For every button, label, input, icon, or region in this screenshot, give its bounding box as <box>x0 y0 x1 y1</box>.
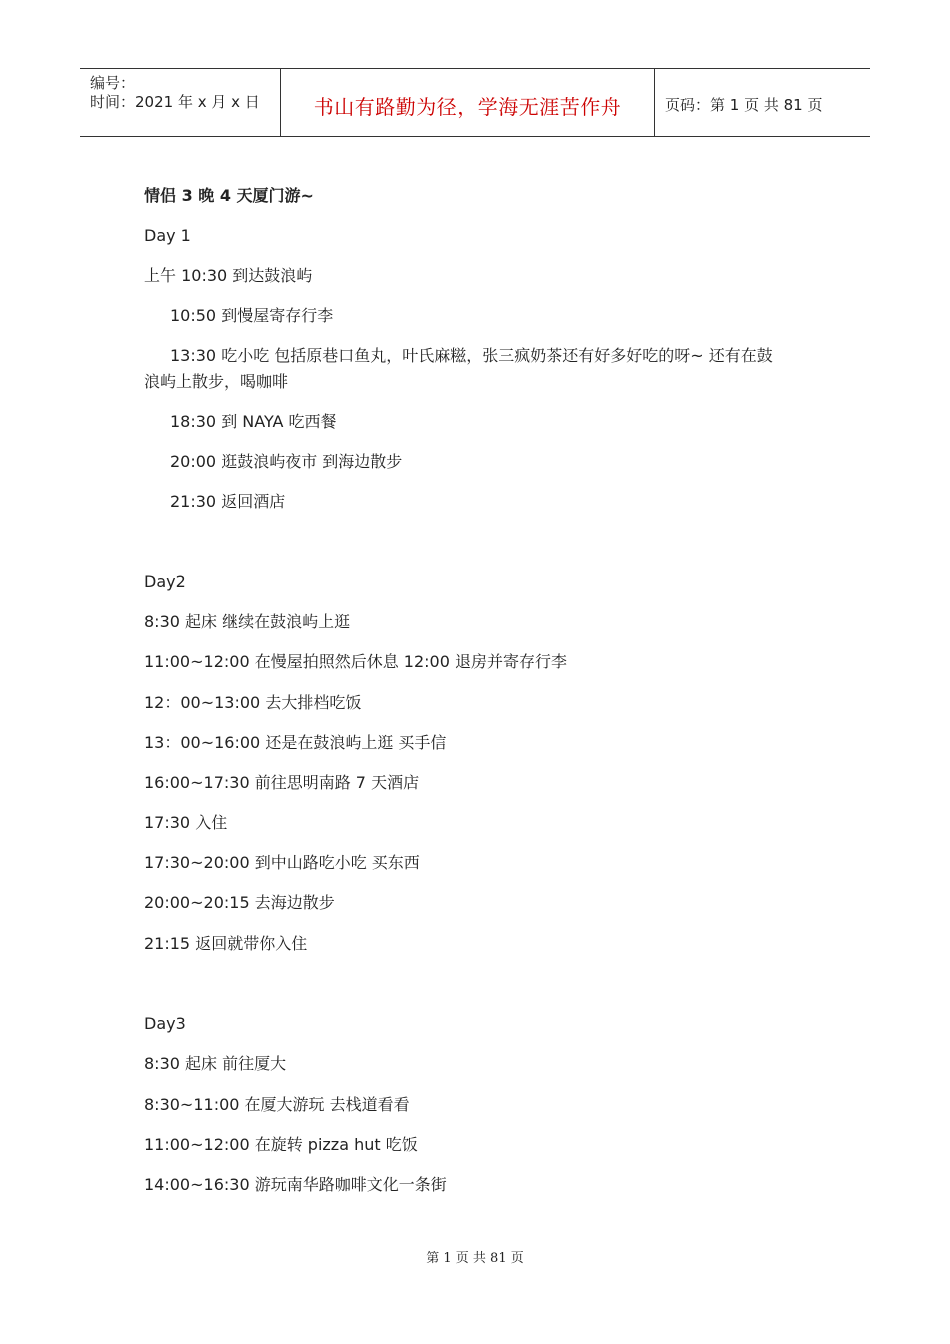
page-number-label: 页码：第 1 页 共 81 页 <box>665 96 823 114</box>
day2-item: 17:30 入住 <box>144 813 228 832</box>
day1-item: 18:30 到 NAYA 吃西餐 <box>170 412 337 431</box>
header-page-cell <box>655 69 870 136</box>
day3-heading: Day3 <box>144 1014 186 1033</box>
motto: 书山有路勤为径，学海无涯苦作舟 <box>313 95 622 119</box>
day2-heading: Day2 <box>144 572 186 591</box>
day3-item: 8:30~11:00 在厦大游玩 去栈道看看 <box>144 1095 410 1114</box>
day2-item: 13：00~16:00 还是在鼓浪屿上逛 买手信 <box>144 733 447 752</box>
day2-item: 21:15 返回就带你入住 <box>144 934 308 953</box>
day2-item: 17:30~20:00 到中山路吃小吃 买东西 <box>144 853 420 872</box>
document-title: 情侣 3 晚 4 天厦门游~ <box>144 186 314 205</box>
day2-item: 16:00~17:30 前往思明南路 7 天酒店 <box>144 773 420 792</box>
day3-item: 11:00~12:00 在旋转 pizza hut 吃饭 <box>144 1135 418 1154</box>
day1-item: 13:30 吃小吃 包括原巷口鱼丸，叶氏麻糍，张三疯奶茶还有好多好吃的呀~ 还有在鼓 <box>170 346 773 365</box>
header-info-cell <box>80 69 281 136</box>
document-header <box>80 68 870 137</box>
header-motto-cell <box>281 69 655 136</box>
day2-item: 12：00~13:00 去大排档吃饭 <box>144 693 362 712</box>
day1-item: 10:50 到慢屋寄存行李 <box>170 306 334 325</box>
day3-item: 14:00~16:30 游玩南华路咖啡文化一条街 <box>144 1175 447 1194</box>
day1-item: 20:00 逛鼓浪屿夜市 到海边散步 <box>170 452 403 471</box>
day3-item: 8:30 起床 前往厦大 <box>144 1054 287 1073</box>
number-label: 编号： <box>90 74 136 92</box>
day2-item: 8:30 起床 继续在鼓浪屿上逛 <box>144 612 351 631</box>
date-label: 时间：2021 年 x 月 x 日 <box>90 93 260 111</box>
day2-item: 20:00~20:15 去海边散步 <box>144 893 335 912</box>
day1-item: 21:30 返回酒店 <box>170 492 286 511</box>
day1-item: 上午 10:30 到达鼓浪屿 <box>144 266 313 285</box>
day1-heading: Day 1 <box>144 226 191 245</box>
day1-item-continuation: 浪屿上散步，喝咖啡 <box>144 372 289 391</box>
page-footer: 第 1 页 共 81 页 <box>426 1251 524 1266</box>
day2-item: 11:00~12:00 在慢屋拍照然后休息 12:00 退房并寄存行李 <box>144 652 567 671</box>
